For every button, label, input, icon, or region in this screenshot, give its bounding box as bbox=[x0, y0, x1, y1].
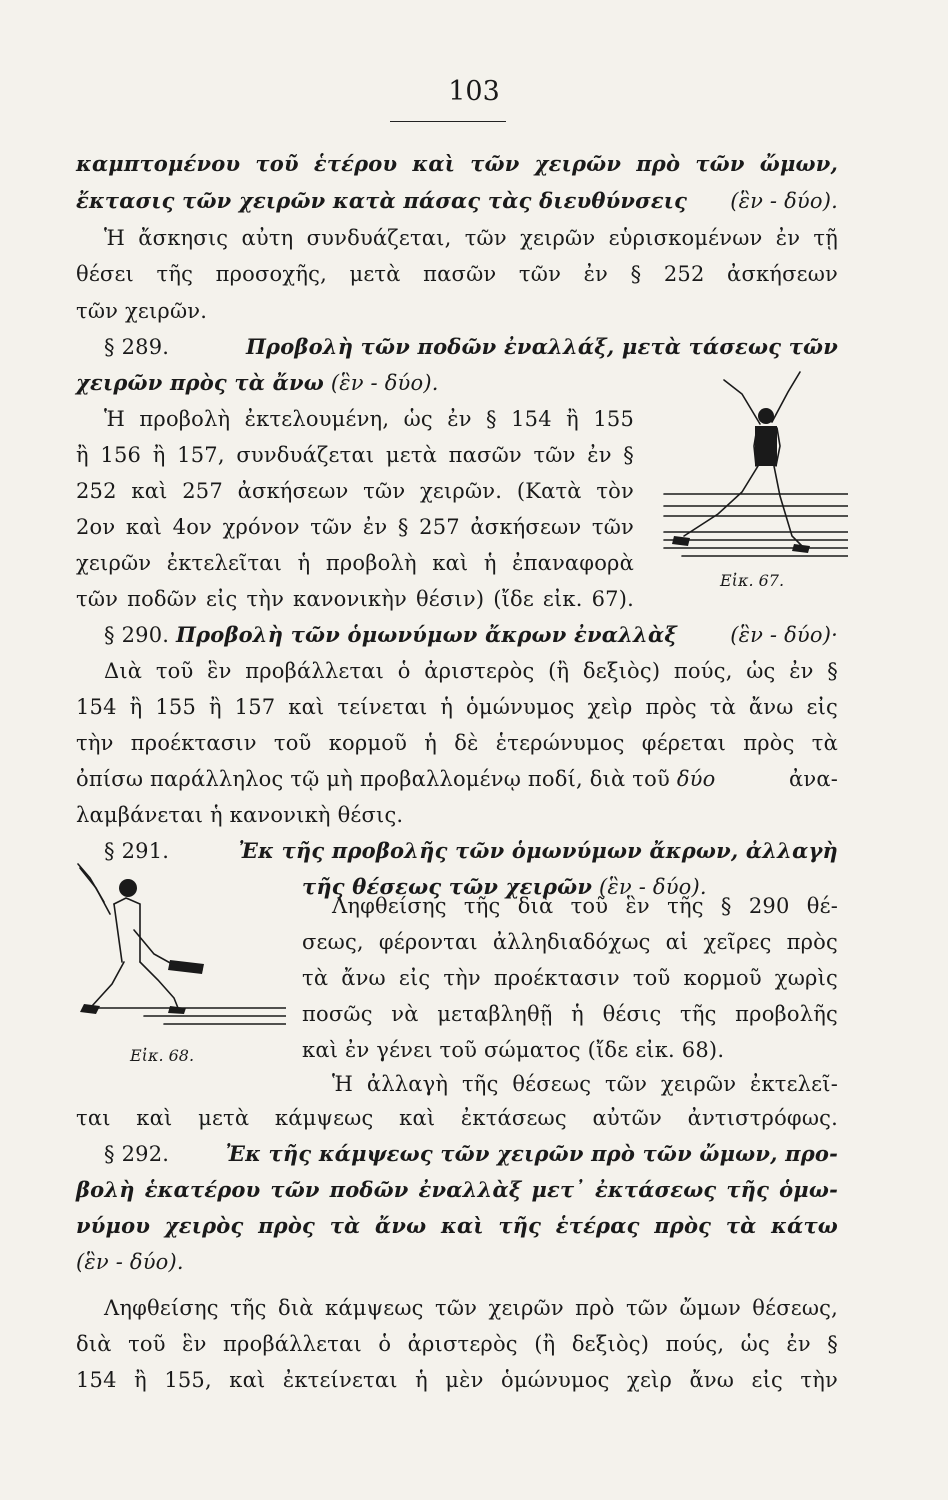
text-line: 154 ἢ 155 ἢ 157 καὶ τείνεται ἡ ὁμώνυμος χεὶρ πρὸς τὰ ἄνω εἰς bbox=[76, 695, 838, 719]
text-line: Ἡ προβολὴ ἐκτελουμένη, ὡς ἐν § 154 ἢ 155 bbox=[104, 407, 634, 431]
section-number: § 291. bbox=[104, 839, 170, 863]
figure-68-illustration bbox=[74, 858, 286, 1040]
text-line: Ἡ ἀλλαγὴ τῆς θέσεως τῶν χειρῶν ἐκτελεῖ- bbox=[332, 1072, 838, 1096]
text-line: 2ον καὶ 4ον χρόνον τῶν ἐν § 257 ἀσκήσεων τῶν bbox=[76, 515, 634, 539]
text-line: ἢ 156 ἢ 157, συνδυάζεται μετὰ πασῶν τῶν ἐν § bbox=[76, 443, 634, 467]
section-number: § 289. bbox=[104, 335, 170, 359]
figure-67-caption: Εἰκ. 67. bbox=[720, 571, 785, 590]
section-title: Ἐκ τῆς κάμψεως τῶν χειρῶν πρὸ τῶν ὤμων, προ- bbox=[225, 1141, 838, 1166]
text-line: ται καὶ μετὰ κάμψεως καὶ ἐκτάσεως αὐτῶν ἀντιστρόφως. bbox=[76, 1106, 838, 1130]
section-title-cont: χειρῶν πρὸς τὰ ἄνω bbox=[76, 370, 324, 395]
text-bold-italic: ἔκτασις τῶν χειρῶν κατὰ πάσας τὰς διευθύνσεις bbox=[76, 188, 688, 213]
text-line: λαμβάνεται ἡ κανονικὴ θέσις. bbox=[76, 803, 404, 827]
count-label: (ἓν - δύο). bbox=[598, 875, 707, 899]
text-line: χειρῶν ἐκτελεῖται ἡ προβολὴ καὶ ἡ ἐπαναφορὰ bbox=[76, 551, 634, 575]
text-line: τὰ ἄνω εἰς τὴν προέκτασιν τοῦ κορμοῦ χωρὶς bbox=[302, 966, 838, 990]
text-line: Ληφθείσης τῆς διὰ κάμψεως τῶν χειρῶν πρὸ τῶν ὤμων θέσεως, bbox=[104, 1296, 838, 1320]
text-italic: δύο bbox=[676, 767, 716, 791]
section-title-cont: βολὴ ἑκατέρου τῶν ποδῶν ἐναλλὰξ μετ᾽ ἐκτάσεως τῆς ὁμω- bbox=[76, 1177, 838, 1202]
text-line: σεως, φέρονται ἀλληδιαδόχως αἱ χεῖρες πρὸς bbox=[302, 930, 838, 954]
text-line: Διὰ τοῦ ἓν προβάλλεται ὁ ἀριστερὸς (ἢ δεξιὸς) πούς, ὡς ἐν § bbox=[104, 659, 838, 683]
text-span: ἀνα- bbox=[788, 767, 838, 791]
text-line: Ἡ ἄσκησις αὐτη συνδυάζεται, τῶν χειρῶν εὑρισκομένων ἐν τῇ bbox=[104, 226, 838, 250]
text-line: θέσει τῆς προσοχῆς, μετὰ πασῶν τῶν ἐν § 252 ἀσκήσεων bbox=[76, 262, 838, 286]
figure-68-caption: Εἰκ. 68. bbox=[130, 1046, 195, 1065]
page-number-rule bbox=[390, 121, 506, 122]
text-line bbox=[76, 761, 838, 797]
section-title: Προβολὴ τῶν ὁμωνύμων ἄκρων ἐναλλὰξ bbox=[176, 622, 677, 647]
section-number: § 290. bbox=[104, 623, 170, 647]
text-line: Ληφθείσης τῆς διὰ τοῦ ἓν τῆς § 290 θέ- bbox=[332, 894, 838, 918]
text-line: 252 καὶ 257 ἀσκήσεων τῶν χειρῶν. (Κατὰ τὸν bbox=[76, 479, 634, 503]
text-line: τῶν χειρῶν. bbox=[76, 299, 208, 323]
section-number: § 292. bbox=[104, 1142, 170, 1166]
count-label: (ἓν - δύο). bbox=[76, 1250, 184, 1274]
text-line: καὶ ἐν γένει τοῦ σώματος (ἴδε εἰκ. 68). bbox=[302, 1038, 725, 1062]
text-line: τῶν ποδῶν εἰς τὴν κανονικὴν θέσιν) (ἴδε εἰκ. 67). bbox=[76, 587, 634, 611]
section-heading-289 bbox=[104, 329, 838, 365]
text-line: διὰ τοῦ ἓν προβάλλεται ὁ ἀριστερὸς (ἢ δεξιὸς) πούς, ὡς ἐν § bbox=[76, 1332, 838, 1356]
count-label: (ἓν - δύο)· bbox=[730, 623, 838, 647]
section-title-cont: τῆς θέσεως τῶν χειρῶν bbox=[302, 874, 593, 899]
text-span: ὀπίσω παράλληλος τῷ μὴ προβαλλομένῳ ποδί, διὰ τοῦ bbox=[76, 767, 670, 791]
page-number: 103 bbox=[448, 76, 500, 107]
section-title: Προβολὴ τῶν ποδῶν ἐναλλάξ, μετὰ τάσεως τῶν bbox=[246, 334, 838, 359]
figure-67-illustration bbox=[662, 366, 848, 574]
text-line: ποσῶς νὰ μεταβληθῇ ἡ θέσις τῆς προβολῆς bbox=[302, 1002, 838, 1026]
section-title: Ἐκ τῆς προβολῆς τῶν ὁμωνύμων ἄκρων, ἀλλαγὴ bbox=[238, 838, 838, 863]
section-heading-292 bbox=[104, 1136, 838, 1172]
section-heading-290 bbox=[104, 617, 838, 653]
count-label: (ἓν - δύο). bbox=[330, 371, 439, 395]
text-line: 154 ἢ 155, καὶ ἐκτείνεται ἡ μὲν ὁμώνυμος χεὶρ ἄνω εἰς τὴν bbox=[76, 1368, 838, 1392]
text-line: καμπτομένου τοῦ ἑτέρου καὶ τῶν χειρῶν πρὸ τῶν ὤμων, bbox=[76, 151, 838, 176]
text-line: τὴν προέκτασιν τοῦ κορμοῦ ἡ δὲ ἑτερώνυμος φέρεται πρὸς τὰ bbox=[76, 731, 838, 755]
text-line bbox=[76, 183, 838, 219]
section-title-cont: νύμου χειρὸς πρὸς τὰ ἄνω καὶ τῆς ἑτέρας πρὸς τὰ κάτω bbox=[76, 1213, 838, 1238]
text-italic: (ἓν - δύο). bbox=[730, 189, 838, 213]
text-line bbox=[76, 365, 439, 401]
